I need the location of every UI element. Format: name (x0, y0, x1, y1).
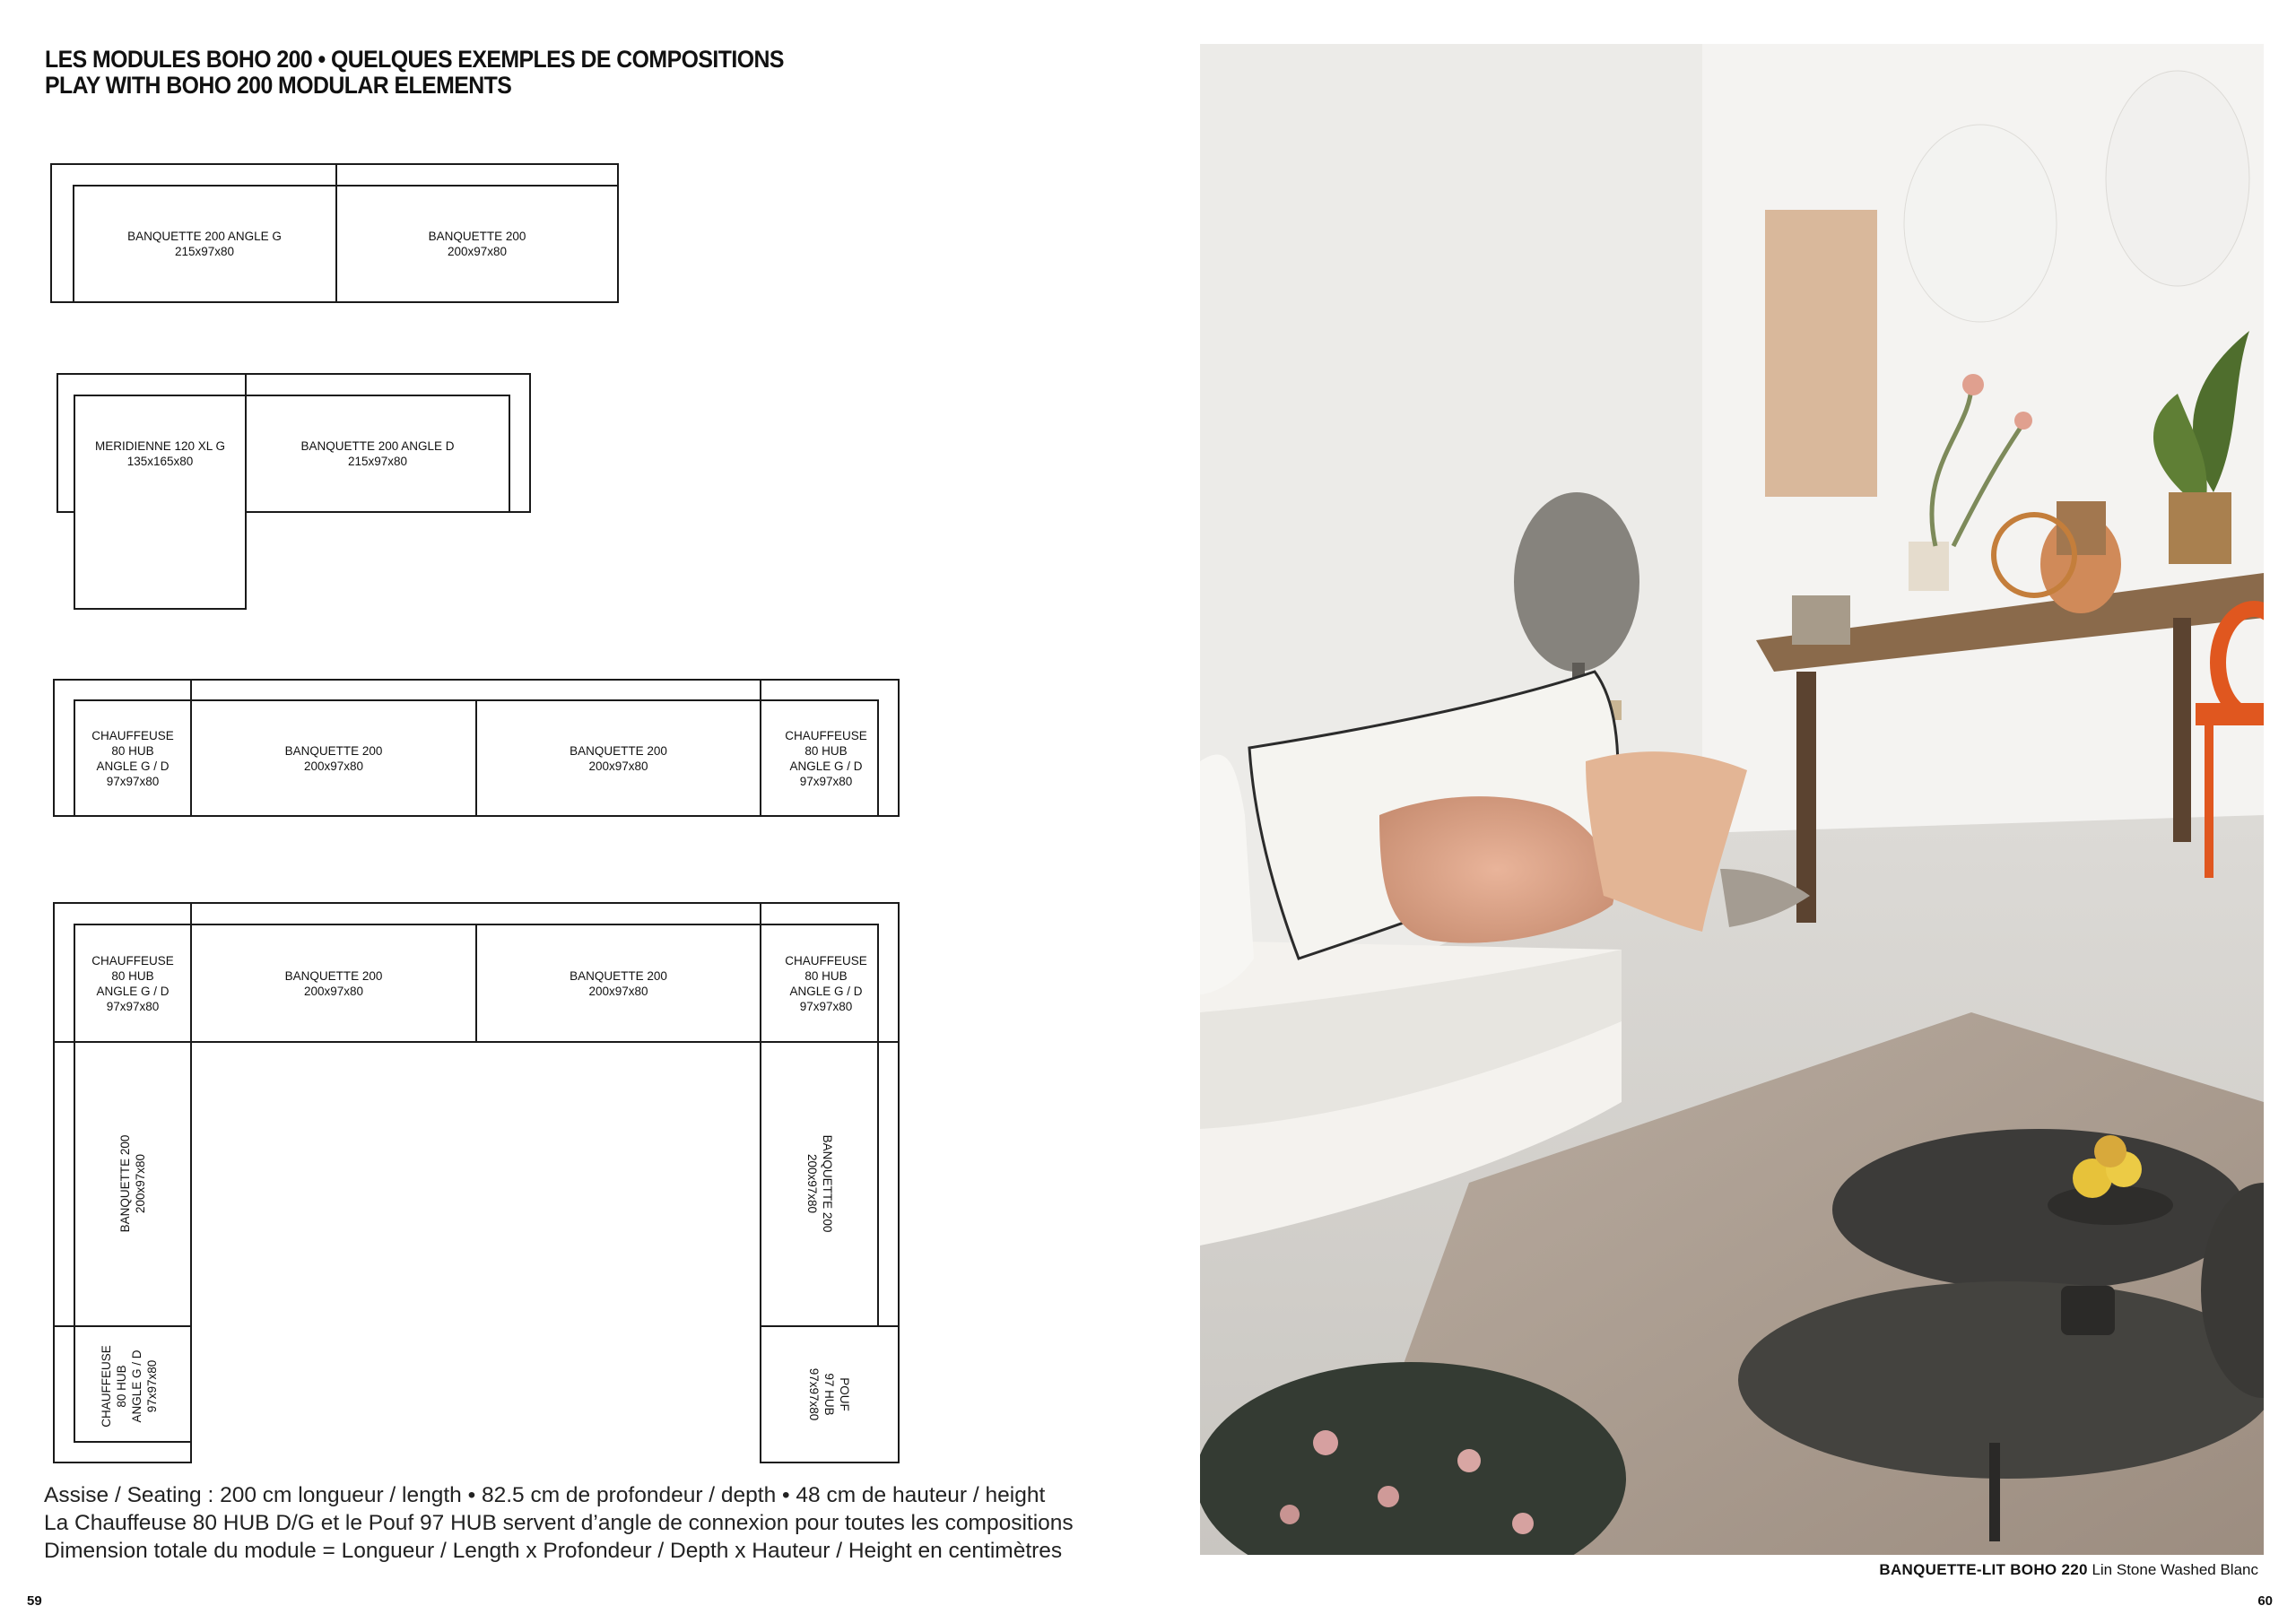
module-dims: 215x97x80 (174, 245, 235, 258)
module-name: 97 HUB (822, 1373, 837, 1416)
module-label-chauffeuse-right (761, 924, 891, 1043)
module-name: ANGLE G / D (130, 1350, 144, 1423)
module-name: ANGLE G / D (96, 984, 170, 998)
module-label-banquette (477, 924, 760, 1043)
page-number-right: 60 (2257, 1593, 2273, 1609)
module-dims: 215x97x80 (347, 455, 408, 468)
module-name: BANQUETTE 200 (821, 1134, 834, 1233)
module-dims: 97x97x80 (807, 1367, 822, 1421)
module-label-banquette (477, 699, 760, 817)
module-name: 80 HUB (111, 743, 154, 758)
module-name: BANQUETTE 200 ANGLE D (300, 439, 455, 453)
page-title (45, 47, 784, 99)
module-label-pouf (762, 1326, 897, 1462)
module-name: BANQUETTE 200 (118, 1134, 132, 1233)
module-label-banquette (337, 185, 617, 303)
module-name: MERIDIENNE 120 XL G (94, 439, 226, 453)
module-dims: 200x97x80 (303, 759, 364, 773)
module-name: CHAUFFEUSE (91, 728, 174, 742)
module-dims: 97x97x80 (106, 774, 160, 788)
module-name: BANQUETTE 200 ANGLE G (127, 230, 282, 243)
module-label-chauffeuse-left (75, 924, 190, 1043)
module-name: CHAUFFEUSE (785, 728, 867, 742)
module-label-chauffeuse-bottom (70, 1319, 188, 1454)
total-dimension-note: Dimension totale du module = Longueur / Length x Profondeur / Depth x Hauteur / Height en centimètres (44, 1539, 1063, 1563)
module-dims: 97x97x80 (799, 774, 853, 788)
module-name: BANQUETTE 200 (570, 968, 667, 983)
module-dims: 97x97x80 (106, 999, 160, 1013)
module-label-chauffeuse-left (75, 699, 190, 817)
caption-fabric: Lin Stone Washed Blanc (2092, 1561, 2258, 1578)
module-name: BANQUETTE 200 (570, 743, 667, 758)
module-name: 80 HUB (111, 968, 154, 983)
module-name: BANQUETTE 200 (428, 230, 526, 243)
seating-dimensions-note: Assise / Seating : 200 cm longueur / length • 82.5 cm de profondeur / depth • 48 cm de hauteur / height (44, 1483, 1046, 1507)
module-dims: 200x97x80 (805, 1153, 819, 1214)
module-name: BANQUETTE 200 (284, 968, 383, 983)
module-dims: 97x97x80 (799, 999, 853, 1013)
module-label-banquette-angle-d (247, 395, 509, 513)
module-dims: 200x97x80 (134, 1153, 147, 1214)
module-dims: 200x97x80 (447, 245, 508, 258)
photo-caption (1879, 1561, 2258, 1579)
module-dims: 200x97x80 (588, 984, 648, 998)
title-line-en: PLAY WITH BOHO 200 MODULAR ELEMENTS (45, 72, 512, 99)
module-label-banquette-angle-g (74, 185, 335, 303)
module-dims: 97x97x80 (145, 1359, 159, 1413)
module-name: ANGLE G / D (789, 984, 863, 998)
module-name: CHAUFFEUSE (785, 953, 867, 968)
module-label-chauffeuse-right (761, 699, 891, 817)
module-label-banquette (192, 699, 475, 817)
module-label-meridienne (75, 395, 245, 513)
module-dims: 135x165x80 (126, 455, 194, 468)
module-name: BANQUETTE 200 (284, 743, 383, 758)
module-name: CHAUFFEUSE (100, 1345, 113, 1428)
module-name: POUF (838, 1377, 852, 1411)
connection-note: La Chauffeuse 80 HUB D/G et le Pouf 97 HUB servent d’angle de connexion pour toutes les compositions (44, 1511, 1074, 1535)
module-dims: 200x97x80 (303, 984, 364, 998)
module-label-banquette (192, 924, 475, 1043)
module-name: 80 HUB (804, 968, 848, 983)
module-name: 80 HUB (115, 1365, 128, 1408)
module-label-banquette-left (74, 1049, 192, 1318)
module-label-banquette-right (761, 1049, 879, 1318)
module-dims: 200x97x80 (588, 759, 648, 773)
module-name: 80 HUB (804, 743, 848, 758)
caption-product: BANQUETTE-LIT BOHO 220 (1879, 1561, 2088, 1578)
page-number-left: 59 (27, 1593, 42, 1609)
module-name: ANGLE G / D (96, 759, 170, 773)
title-line-fr: LES MODULES BOHO 200 • QUELQUES EXEMPLES DE COMPOSITIONS (45, 46, 784, 73)
living-room-photo (1200, 44, 2264, 1555)
module-name: ANGLE G / D (789, 759, 863, 773)
module-name: CHAUFFEUSE (91, 953, 174, 968)
